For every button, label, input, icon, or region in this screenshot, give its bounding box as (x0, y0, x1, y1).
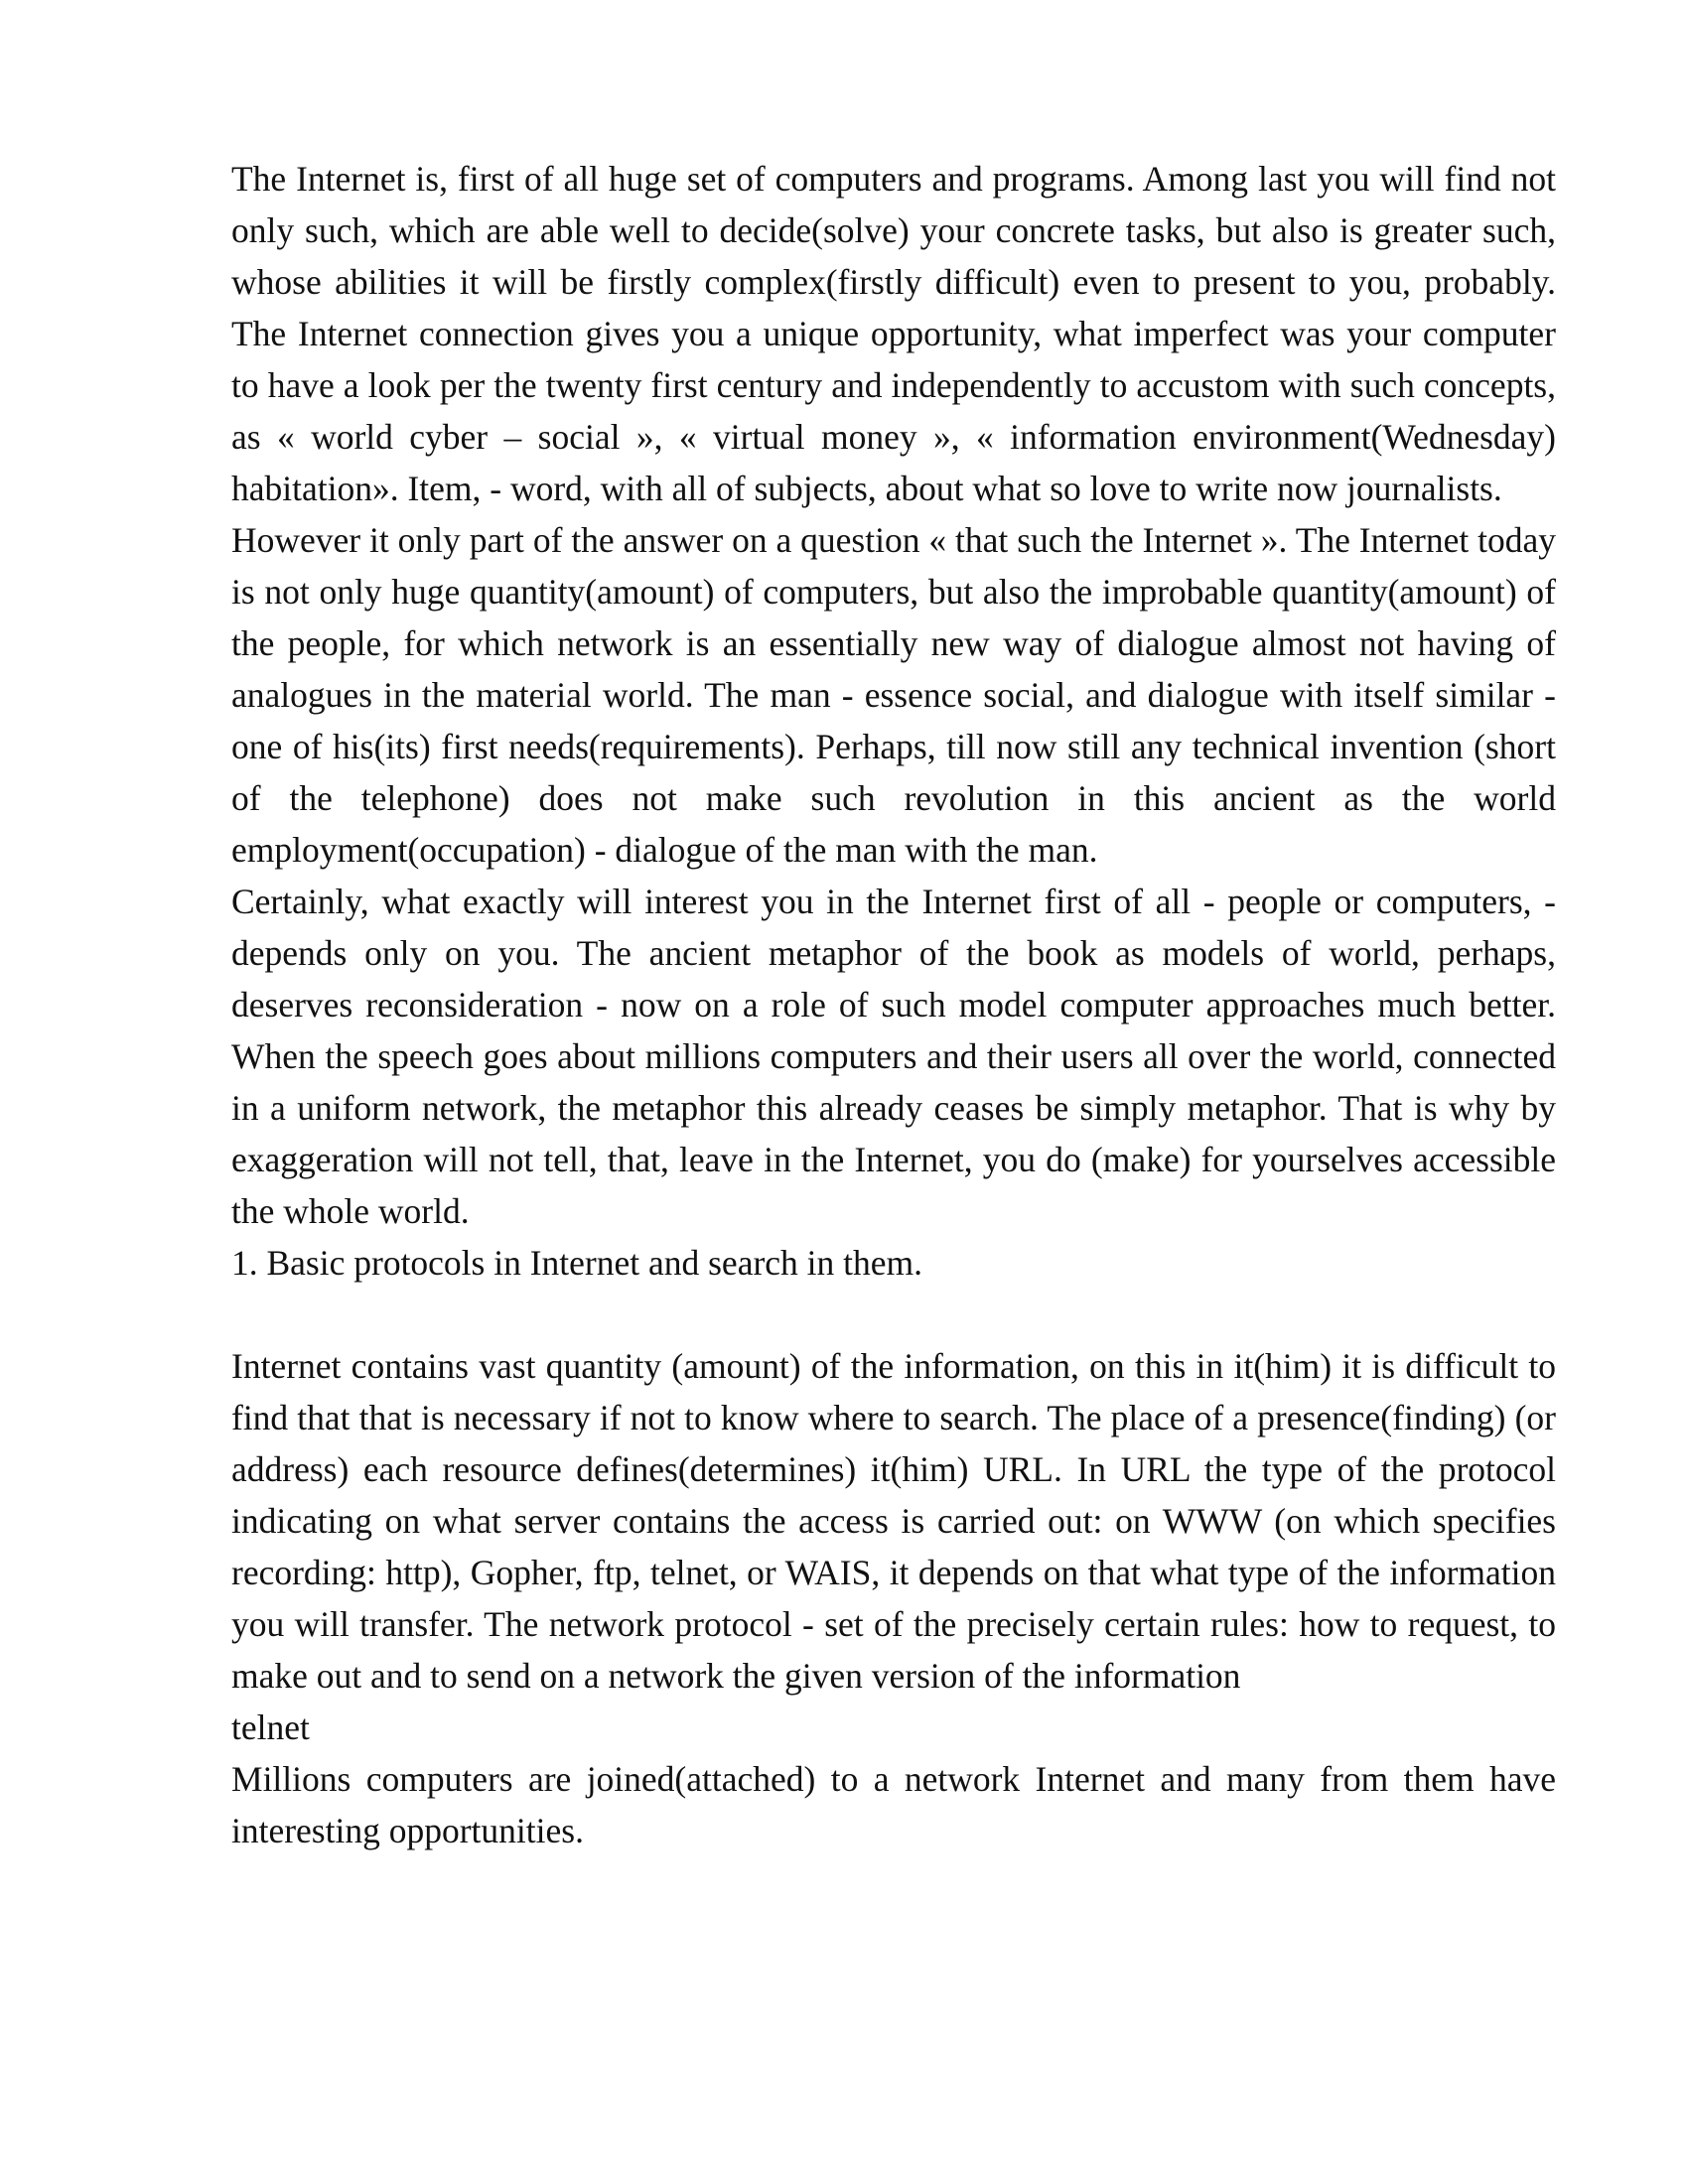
paragraph-internet-metaphor: Certainly, what exactly will interest you in the Internet first of all - people or computers, - depends only on you. The ancient metaphor of the book as models of world, perhaps, deserves reconsideration - now on a role of such model computer approaches much better. When the speech goes about millions computers and their users all over the world, connected in a uniform network, the metaphor this already ceases be simply metaphor. That is why by exaggeration will not tell, that, leave in the Internet, you do (make) for yourselves accessible the whole world. (231, 882, 1556, 1231)
paragraph-internet-people: However it only part of the answer on a question « that such the Internet ». The Internet today is not only huge quantity(amount) of computers, but also the improbable quantity(amount) of the people, for which network is an essentially new way of dialogue almost not having of analogues in the material world. The man - essence social, and dialogue with itself similar - one of his(its) first needs(requirements). Perhaps, till now still any technical invention (short of the telephone) does not make such revolution in this ancient as the world employment(occupation) - dialogue of the man with the man. (231, 520, 1556, 870)
paragraph-telnet: Millions computers are joined(attached) to a network Internet and many from them have interesting opportunities. (231, 1759, 1556, 1850)
paragraph-protocols: Internet contains vast quantity (amount) of the information, on this in it(him) it is difficult to find that that is necessary if not to know where to search. The place of a presence(finding) (or address) each resource defines(determines) it(him) URL. In URL the type of the protocol indicating on what server contains the access is carried out: on WWW (on which specifies recording: http), Gopher, ftp, telnet, or WAIS, it depends on that what type of the information you will transfer. The network protocol - set of the precisely certain rules: how to request, to make out and to send on a network the given version of the information (231, 1346, 1556, 1696)
blank-line (231, 1289, 1556, 1340)
section-heading-telnet: telnet (231, 1707, 310, 1747)
paragraph-internet-intro: The Internet is, first of all huge set of computers and programs. Among last you will find not only such, which are able well to decide(solve) your concrete tasks, but also is greater such, whose abilities it will be firstly complex(firstly difficult) even to present to you, probably. The Internet connection gives you a unique opportunity, what imperfect was your computer to have a look per the twenty first century and independently to accustom with such concepts, as « world cyber – social », « virtual money », « information environment(Wednesday) habitation». Item, - word, with all of subjects, about what so love to write now journalists. (231, 159, 1556, 508)
document-body (231, 153, 1556, 1856)
section-heading-protocols: 1. Basic protocols in Internet and search in them. (231, 1243, 922, 1283)
